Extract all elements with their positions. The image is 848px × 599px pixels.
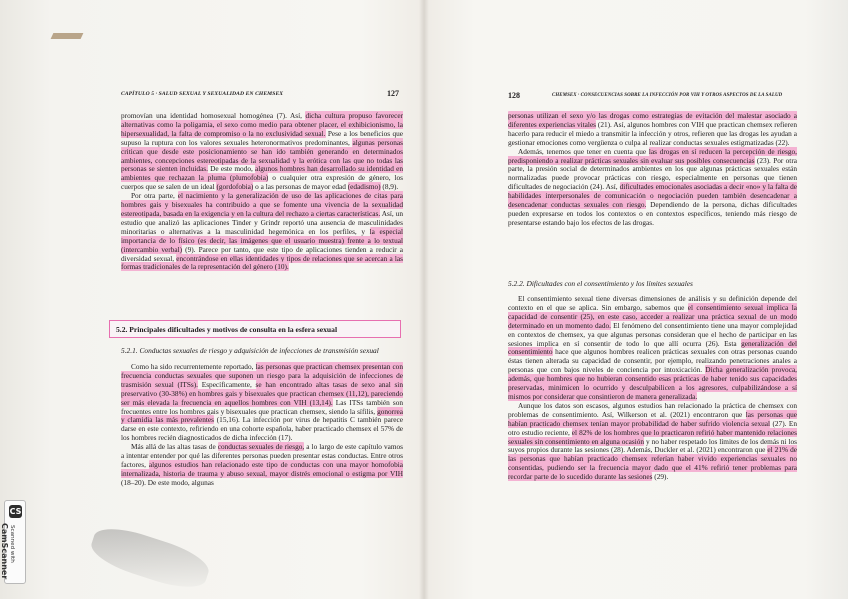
body-text: (27). En otro estudio reciente,: [508, 418, 797, 437]
right-para-2: [508, 148, 797, 228]
highlighted-text: dificultades emocionales asociadas a decir «no» y la falta de habilidades interpersonales de comunicación o negociación pueden también desencadenar a desencadenar conductas sexuales con riesgo.: [508, 182, 797, 210]
body-text: (9). Parece por tanto, que este tipo de aplicaciones tienden a reducir a diversidad sexual,: [121, 244, 403, 263]
right-column-bottom: [508, 279, 797, 482]
body-text: Más allá de las altas tasas de: [131, 442, 218, 452]
camscanner-watermark: [0, 500, 26, 584]
body-text: El consentimiento sexual tiene diversas dimensiones de análisis y su definición depende del contexto en el que se aplica. Sin embargo, sabemos que: [508, 294, 797, 312]
left-running-head: CAPÍTULO 5 · SALUD SEXUAL Y SEXUALIDAD EN CHEMSEX: [121, 91, 284, 97]
body-text: Las ITSs también son frecuentes entre los hombres gais y bisexuales que practican chemsex, siendo la sífilis,: [121, 397, 403, 416]
section-heading-5-2: 5.2. Principales dificultades y motivos de consulta en la esfera sexual: [109, 320, 401, 338]
body-text: (18–20). De este modo, algunas: [121, 477, 214, 487]
highlighted-text: las drogas en sí reducen la percepción de riesgo, predisponiendo a realizar prácticas sexuales sin evaluar sus posibles consecuencias: [508, 146, 797, 165]
highlighted-text: algunos hombres han desarrollado su identidad en ambientes que rechazan la pluma (plumofobia): [121, 164, 403, 183]
right-para-1: [508, 112, 797, 148]
left-para-1: [121, 112, 403, 192]
camscanner-small-text: Scanned with: [9, 525, 15, 563]
body-text: Específicamente,: [198, 379, 256, 389]
right-para-3: [508, 295, 797, 402]
body-text: De este modo,: [207, 164, 255, 174]
highlighted-text: encontrándose en ellas identidades y tipos de relaciones que se acercan a las formas tradicionales de la representación del género (10).: [121, 253, 404, 272]
tape-mark: [51, 33, 84, 39]
highlighted-text: personas utilizan el sexo y/o las drogas como estrategias de evitación del malestar asociado a diferentes experiencias vitales: [508, 111, 797, 129]
highlighted-text: dicha cultura propuso favorecer alternativas como la poligamia, el sexo como medio para obtener placer, el exhibicionismo, la hipersexualidad, la falta de compromiso o la no exclusividad sexual.: [121, 111, 404, 138]
body-text: o a las personas de mayor edad: [253, 182, 348, 192]
left-para-2: [121, 192, 403, 272]
book-gutter: [419, 0, 429, 599]
subsection-heading-5-2-2: 5.2.2. Dificultades con el consentimiento y los límites sexuales: [508, 279, 693, 288]
highlighted-text: se han encontrado altas tasas de sexo anal sin preservativo (30-38%) en hombres gais y bisexuales que practican chemsex (11,12), pareciendo ser más elevada la frecuencia en aquellos hombres con VIH (13,14).: [121, 379, 403, 407]
right-page-number: 128: [508, 91, 520, 100]
highlighted-text: el consentimiento sexual implica la capacidad de consentir (25), en este caso, acceder a realizar una práctica sexual de un modo determinado en un momento dado.: [508, 302, 798, 330]
right-running-head: CHEMSEX · CONSECUENCIAS SOBRE LA INFECCIÓN POR VIH Y OTROS ASPECTOS DE LA SALUD: [552, 93, 783, 98]
body-text: (21). Así, algunos hombres con VIH que practican chemsex refieren hacerlo para reducir el miedo a transmitir la infección y otros, refieren que las drogas les ayudan a gestionar emociones como vergüenza o culpa al realizar conductas sexuales estigmatizadas (22).: [508, 119, 797, 147]
body-text: y no haber respetado los límites de los demás ni los suyos propios durante las sesiones (28). Además, Duckler et al. (2021) encontraron que: [508, 436, 797, 455]
highlighted-text: la especial importancia de lo físico (es decir, las imágenes que el usuario muestra) frente a lo textual (intercambio verbal): [121, 226, 403, 254]
body-text: (8,9).: [380, 182, 399, 192]
camscanner-logo-icon: CS: [9, 507, 22, 516]
highlighted-text: generalización del consentimiento: [508, 338, 797, 357]
body-text: (29).: [652, 472, 669, 482]
left-para-4: [121, 443, 403, 488]
body-text: hace que algunos hombres realicen prácticas sexuales con otras personas cuando éstas tienen alterada su capacidad de consentir, por ejemplo, realizando penetraciones anales a personas que con bajos niveles de conciencia por intoxicación.: [508, 347, 797, 375]
body-text: Como ha sido recurrentemente reportado,: [131, 362, 256, 371]
highlighted-text: algunas personas critican que desde este posicionamiento se han ido también generando en determinados ambientes, concepciones estereotipadas de la sexualidad y la erótica con las que no todas las personas se sienten incluidas.: [121, 137, 403, 174]
body-text: Por otra parte,: [131, 191, 178, 201]
body-text: El fenómeno del consentimiento tiene una mayor complejidad en contextos de chemsex, ya que algunas personas consideran que el hecho de participar en las sesiones implica en sí consentir de todo lo que allí ocurra (26). Esta: [508, 320, 797, 348]
highlighted-text: el 21% de las personas que habían practicado chemsex referían haber vivido experiencias sexuales no consentidas, pudiendo ser la frecuencia mayor dado que el 41% refirió tener problemas para recordar parte de lo sucedido durante las sesiones: [508, 445, 797, 482]
left-page-number: 127: [387, 89, 399, 98]
highlighted-text: el 82% de los hombres que lo practicaron refirió haber mantenido relaciones sexuales sin consentimiento en alguna ocasión: [508, 427, 797, 446]
highlighted-text: las personas que habían practicado chemsex tenían mayor probabilidad de haber sufrido violencia sexual: [508, 409, 797, 428]
right-para-4: [508, 402, 797, 482]
body-text: o cualquier otra expresión de género, los cuerpos que se salen de un ideal: [121, 173, 404, 192]
body-text: (15,16). La infección por virus de hepatitis C también parece darse en este contexto, refiriendo en una cohorte española, haber practicado chemsex el 57% de los hombres recién diagnosticados de dicha infección (17).: [121, 415, 403, 443]
highlighted-text: Dicha generalización provoca, además, que hombres que no hubieran consentido esas prácticas de haber tenido sus capacidades preservadas, minimicen lo ocurrido y desculpabilicen a los agresores, culpabilizándose a sí mismos por considerar que consintieron de manera generalizada.: [508, 365, 798, 401]
body-text: Aunque los datos son escasos, algunos estudios han relacionado la práctica de chemsex con problemas de consentimiento. Así, Wilkerson et al. (2021) encontraron que: [508, 400, 797, 419]
highlighted-text: (edadismo): [347, 182, 381, 192]
body-text: Además, tenemos que tener en cuenta que: [518, 146, 649, 156]
highlighted-text: algunos estudios han relacionado este tipo de conductas con una mayor homofobia internalizada, historia de trauma y abuso sexual, mayor distrés emocional o estigma por VIH: [121, 459, 403, 478]
right-column-top: [508, 112, 797, 228]
highlighted-text: conductas sexuales de riesgo,: [217, 442, 305, 452]
body-text: (23). Por otra parte, la presión social de determinados ambientes en los que algunas prácticas sexuales están normalizadas puede provocar prácticas con riesgo, especialmente en personas que tienen dificultades de negociación (24). Así,: [508, 155, 797, 192]
left-column-top: [121, 112, 403, 272]
left-para-3: [121, 363, 403, 443]
highlighted-text: gonorrea y clamidia las más prevalentes: [121, 406, 403, 425]
body-text: Dependiendo de la persona, dichas dificultades pueden expresarse en todos los contextos o en contextos específicos, teniendo más riesgo de presentarse estando bajo los efectos de las drogas.: [508, 200, 797, 227]
body-text: Así, un estudio que analizó las aplicaciones Tinder y Grindr reportó una ausencia de masculinidades minoritarias o alternativas a la masculinidad hegemónica en los perfiles, y: [121, 208, 403, 236]
left-column-bottom: [121, 346, 403, 488]
body-text: promovían una identidad homosexual homogénea (7). Así,: [121, 111, 306, 120]
highlighted-text: las personas que practican chemsex presentan con frecuencia conductas sexuales que suponen un riesgo para la adquisición de infecciones de trasmisión sexual (ITSs).: [121, 362, 403, 389]
camscanner-text: [0, 523, 15, 579]
highlighted-text: (gordofobia): [216, 182, 254, 192]
body-text: a lo largo de este capítulo vamos a intentar entender por qué las diferentes personas pueden presentar estas conductas. Entre otros factores,: [121, 442, 403, 469]
body-text: Pese a los beneficios que supuso la ruptura con los valores sexuales heteronormativos predominantes,: [121, 128, 403, 147]
highlighted-text: el nacimiento y la generalización de uso de las aplicaciones de citas para hombres gais y bisexuales ha contribuido a que se fomente una vivencia de la sexualidad estereotipada, basada en la exigencia y en la cultura del rechazo a ciertas características.: [121, 191, 403, 218]
subsection-heading-5-2-1: 5.2.1. Conductas sexuales de riesgo y adquisición de infecciones de transmisión sexual: [121, 346, 379, 355]
camscanner-big-text: CamScanner: [0, 523, 9, 580]
